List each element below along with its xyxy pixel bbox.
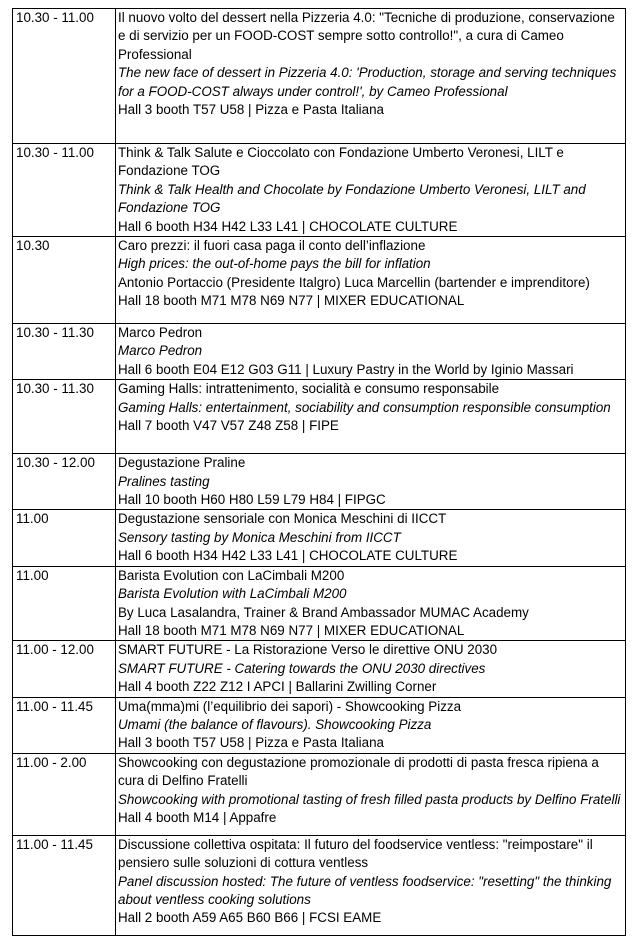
event-title-italian: Caro prezzi: il fuori casa paga il conto dell’inflazione: [118, 238, 426, 254]
event-location: Hall 4 booth Z22 Z12 I APCI | Ballarini Zwilling Corner: [118, 679, 437, 695]
event-speakers: Antonio Portaccio (Presidente Italgro) Luca Marcellin (bartender e imprenditore): [118, 274, 590, 290]
event-location: Hall 6 booth H34 H42 L33 L41 | CHOCOLATE CULTURE: [118, 548, 458, 564]
schedule-table: [12, 8, 626, 936]
event-title-english: The new face of dessert in Pizzeria 4.0: 'Production, storage and serving techniques for a FOOD-COST always under control!', by Cameo Professional: [118, 65, 617, 99]
event-time: 10.30 - 11.00: [13, 144, 116, 237]
event-details: [116, 566, 626, 641]
event-title-italian: Barista Evolution con LaCimbali M200: [118, 567, 345, 583]
event-title-english: SMART FUTURE - Catering towards the ONU 2030 directives: [118, 660, 486, 676]
event-time: 11.00 - 2.00: [13, 753, 116, 835]
event-details: [116, 9, 626, 144]
schedule-row: [13, 144, 626, 237]
event-time: 11.00: [13, 566, 116, 641]
schedule-row: [13, 641, 626, 697]
schedule-row: [13, 697, 626, 753]
event-title-english: Pralines tasting: [118, 473, 210, 489]
event-details: [116, 237, 626, 324]
event-location: Hall 6 booth H34 H42 L33 L41 | CHOCOLATE CULTURE: [118, 218, 458, 234]
schedule-row: [13, 237, 626, 324]
event-title-english: Sensory tasting by Monica Meschini from IICCT: [118, 529, 401, 545]
event-time: 11.00 - 12.00: [13, 641, 116, 697]
event-title-italian: Degustazione Praline: [118, 455, 246, 471]
event-location: Hall 3 booth T57 U58 | Pizza e Pasta Italiana: [118, 735, 384, 751]
event-title-english: Showcooking with promotional tasting of fresh filled pasta products by Delfino Fratelli: [118, 791, 621, 807]
event-title-italian: SMART FUTURE - La Ristorazione Verso le direttive ONU 2030: [118, 642, 498, 658]
event-details: [116, 510, 626, 566]
event-location: Hall 6 booth E04 E12 G03 G11 | Luxury Pastry in the World by Iginio Massari: [118, 361, 574, 377]
event-details: [116, 454, 626, 510]
event-time: 11.00 - 11.45: [13, 835, 116, 935]
event-title-italian: Marco Pedron: [118, 325, 203, 341]
event-time: 10.30 - 11.30: [13, 380, 116, 454]
event-location: Hall 10 booth H60 H80 L59 L79 H84 | FIPGC: [118, 492, 386, 508]
event-time: 10.30 - 12.00: [13, 454, 116, 510]
event-location: Hall 3 booth T57 U58 | Pizza e Pasta Italiana: [118, 102, 384, 118]
event-title-italian: Discussione collettiva ospitata: Il futuro del foodservice ventless: "reimpostare" il pensiero sulle soluzioni di cottura ventless: [118, 836, 593, 871]
event-details: [116, 380, 626, 454]
schedule-row: [13, 454, 626, 510]
event-details: [116, 641, 626, 697]
event-title-italian: Uma(mma)mi (l’equilibrio dei sapori) - Showcooking Pizza: [118, 698, 462, 714]
event-title-english: Think & Talk Health and Chocolate by Fondazione Umberto Veronesi, LILT and Fondazione TOG: [118, 181, 586, 216]
event-title-english: Umami (the balance of flavours). Showcooking Pizza: [118, 716, 432, 732]
event-details: [116, 753, 626, 835]
event-title-english: Marco Pedron: [118, 343, 203, 359]
event-details: [116, 697, 626, 753]
event-time: 11.00 - 11.45: [13, 697, 116, 753]
event-title-italian: Showcooking con degustazione promozionale di prodotti di pasta fresca ripiena a cura di Delfino Fratelli: [118, 754, 599, 789]
event-time: 10.30: [13, 237, 116, 324]
schedule-row: [13, 835, 626, 935]
schedule-row: [13, 753, 626, 835]
event-title-english: Panel discussion hosted: The future of ventless foodservice: "resetting" the thinking about ventless cooking solutions: [118, 873, 612, 907]
event-title-italian: Gaming Halls: intrattenimento, socialità e consumo responsabile: [118, 381, 500, 397]
event-location: Hall 18 booth M71 M78 N69 N77 | MIXER EDUCATIONAL: [118, 293, 465, 309]
event-location: Hall 4 booth M14 | Appafre: [118, 809, 277, 825]
event-title-english: Gaming Halls: entertainment, sociability and consumption responsible consumption: [118, 399, 611, 415]
schedule-row: [13, 9, 626, 144]
event-location: Hall 7 booth V47 V57 Z48 Z58 | FIPE: [118, 418, 339, 434]
event-title-italian: Degustazione sensoriale con Monica Meschini di IICCT: [118, 511, 447, 527]
schedule-row: [13, 566, 626, 641]
schedule-row: [13, 510, 626, 566]
schedule-row: [13, 324, 626, 380]
event-location: Hall 2 booth A59 A65 B60 B66 | FCSI EAME: [118, 910, 382, 926]
event-speakers: By Luca Lasalandra, Trainer & Brand Ambassador MUMAC Academy: [118, 604, 529, 620]
schedule-row: [13, 380, 626, 454]
schedule-page: [12, 8, 626, 936]
event-details: [116, 324, 626, 380]
event-title-english: Barista Evolution with LaCimbali M200: [118, 586, 347, 602]
event-location: Hall 18 booth M71 M78 N69 N77 | MIXER EDUCATIONAL: [118, 622, 465, 638]
event-title-english: High prices: the out-of-home pays the bill for inflation: [118, 256, 431, 272]
event-title-italian: Il nuovo volto del dessert nella Pizzeria 4.0: "Tecniche di produzione, conservazione e di servizio per un FOOD-COST sempre sotto controllo!", a cura di Cameo Professional: [118, 10, 615, 62]
event-details: [116, 144, 626, 237]
event-details: [116, 835, 626, 935]
event-time: 10.30 - 11.30: [13, 324, 116, 380]
event-time: 10.30 - 11.00: [13, 9, 116, 144]
event-time: 11.00: [13, 510, 116, 566]
event-title-italian: Think & Talk Salute e Cioccolato con Fondazione Umberto Veronesi, LILT e Fondazione TOG: [118, 145, 564, 179]
